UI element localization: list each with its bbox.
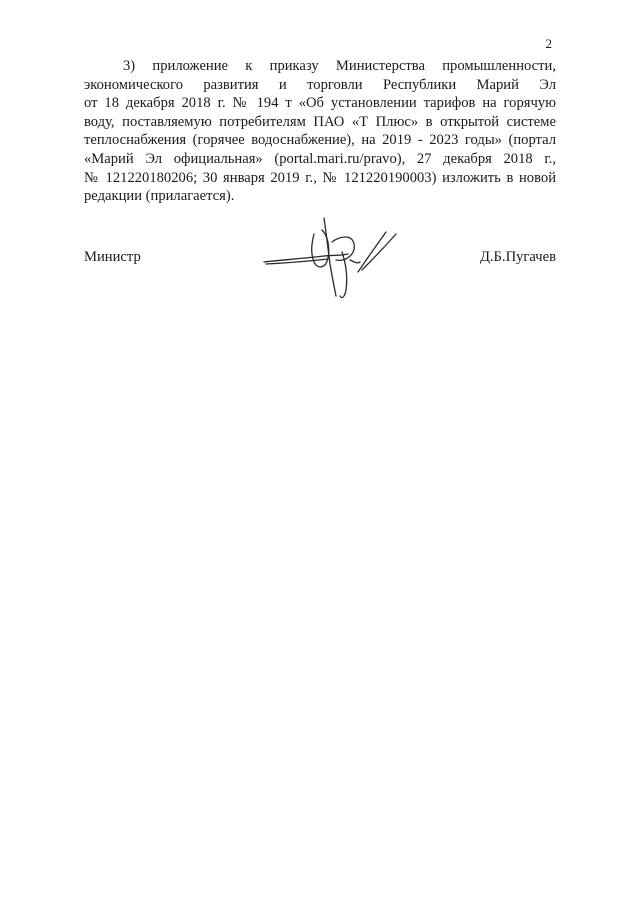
- body-line: № 121220180206; 30 января 2019 г., № 121220190003) изложить в новой: [84, 169, 556, 186]
- signatory-name: Д.Б.Пугачев: [479, 249, 556, 265]
- body-line: воду, поставляемую потребителям ПАО «Т Плюс» в открытой системе: [84, 113, 556, 130]
- signatory-position: Министр: [84, 249, 141, 265]
- handwritten-signature: [262, 212, 402, 304]
- body-line: теплоснабжения (горячее водоснабжение), на 2019 - 2023 годы» (портал: [84, 132, 556, 149]
- body-line: «Марий Эл официальная» (portal.mari.ru/pravo), 27 декабря 2018 г.,: [84, 150, 556, 167]
- document-body: [84, 57, 556, 206]
- body-line: редакции (прилагается).: [84, 188, 235, 205]
- body-line: экономического развития и торговли Республики Марий Эл: [84, 76, 556, 93]
- body-line: от 18 декабря 2018 г. № 194 т «Об установлении тарифов на горячую: [84, 95, 556, 112]
- page-number: 2: [545, 36, 552, 51]
- body-line: 3) приложение к приказу Министерства промышленности,: [123, 58, 556, 74]
